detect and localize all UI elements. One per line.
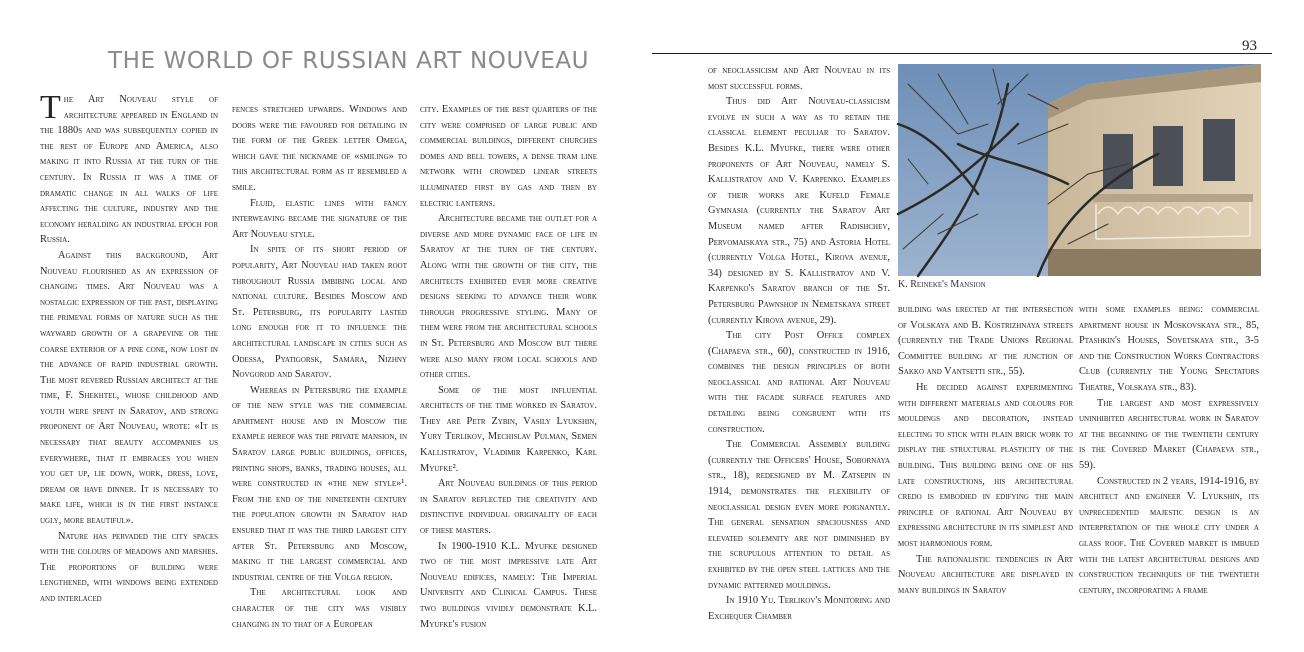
paragraph: Nature has pervaded the city spaces with the colours of meadows and marshes. The proportions of building were lengthened, with windows being extended and interlaced [40, 530, 218, 604]
header-rule [652, 53, 1272, 54]
paragraph: city. Examples of the best quarters of the city were comprised of large public and commercial buildings, different churches domes and bell towers, a dense tram line network with crowded linear streets illuminated first by gas and then by electric lanterns. [420, 104, 597, 209]
paragraph: In spite of its short period of popularity, Art Nouveau had taken root throughout Russia imbibing local and national culture. Besides Moscow and St. Petersburg, its popularity lasted long enough for it to influence the architectural landscape in cities such as Odessa, Pyatigorsk, Samara, Nizhny Novgorod and Saratov. [232, 244, 407, 381]
left-column-1 [40, 89, 218, 604]
paragraph: Whereas in Petersburg the example of the new style was the commercial apartment house and in Moscow the example hereof was the private mansion, in Saratov large public buildings, offices, printing shops, banks, trading houses, all were constructed in «the new style»¹. From the end of the nineteenth century the population growth in Saratov had ensured that it was the third largest city after St. Petersburg and Moscow, making it the largest commercial and industrial centre of the Volga region. [232, 384, 407, 583]
paragraph: building was erected at the intersection of Volskaya and B. Kostrizhnaya streets (currently the Trade Unions Regional Committee building at the junction of Sakko and Vantsetti str., 55). [898, 304, 1073, 378]
mansion-photo [898, 64, 1261, 276]
paragraph: Against this background, Art Nouveau flourished as an expression of changing times. Art Nouveau was a nostalgic expression of the past, displaying the primeval forms of nature such as the wayward growth of a grapevine or the coarse exterior of a pine cone, now lost in the advance of rapid industrial growth. The most revered Russian architect at the time, F. Shekhtel, whose childhood and youth were spent in Saratov, and strong proponent of Art Nouveau, wrote: «It is necessary that beauty accompanies us everywhere, that it embraces you when you get up, lie down, work, dress, love, dream or have dinner. It is necessary to make life, which is in the first instance ugly, more beautiful». [40, 249, 218, 527]
paragraph: In 1900-1910 K.L. Myufke designed two of the most impressive late Art Nouveau edifices, namely: The Imperial University and Clinical Campus. These two buildings vividly demonstrate K.L. Myufke's fusion [420, 540, 597, 630]
drop-cap: T [40, 89, 61, 126]
paragraph: The Commercial Assembly building (currently the Officers' House, Sobornaya str., 18), redesigned by M. Zatsepin in 1914, demonstrates the flexibility of neoclassical design even more poignantly. The general sensation spaciousness and elevated solemnity are not diminished by the scrupulous attention to detail as exhibited by the open steel lattices and the dynamic patterned mouldings. [708, 439, 890, 591]
paragraph: Art Nouveau buildings of this period in Saratov reflected the creativity and distinctive individual originality of each of these masters. [420, 478, 597, 537]
paragraph: Architecture became the outlet for a diverse and more dynamic face of life in Saratov at the turn of the century. Along with the growth of the city, the architects exhibited ever more creative designs seeking to advance their work through progressive styling. Many of them were from the architectural schools in St. Petersburg and Moscow but there were also many from local schools and other cities. [420, 213, 597, 381]
right-column-2 [898, 302, 1073, 596]
paragraph: The rationalistic tendencies in Art Nouveau architecture are displayed in many buildings in Saratov [898, 553, 1073, 596]
paragraph: He decided against experimenting with different materials and colours for mouldings and decoration, instead electing to stick with plain brick work to display the structural plasticity of the building. This building being one of his late constructions, his architectural credo is embodied in edifying the main principle of rational Art Nouveau by expressing architecture in its simplest and most harmonious form. [898, 381, 1073, 549]
paragraph: Thus did Art Nouveau-classicism evolve in such a way as to retain the classical element peculiar to Saratov. Besides K.L. Myufke, there were other proponents of Art Nouveau, namely S. Kallistratov and V. Karpenko. Examples of their works are Kufeld Female Gymnasia (currently the Saratov Art Museum named after Radishchev, Pervomaiskaya str., 75) and Astoria Hotel (currently Volga Hotel, Kirova avenue, 34) designed by S. Kallistratov and V. Karpenko's Saratov branch of the St. Petersburg Pawnshop in Nemetskaya street (currently Kirova avenue, 29). [708, 96, 890, 326]
paragraph: The architectural look and character of the city was visibly changing in to that of a European [232, 587, 407, 630]
paragraph: Constructed in 2 years, 1914-1916, by architect and engineer V. Lyukshin, its unprecedented majestic design is an interpretation of the whole city under a glass roof. The Covered market is imbued with the latest architectural designs and construction techniques of the twentieth century, incorporating a frame [1079, 475, 1259, 596]
paragraph: Some of the most influential architects of the time worked in Saratov. They are Petr Zybin, Vasily Lyukshin, Yury Terlikov, Mechislav Pulman, Semen Kallistratov, Vladimir Karpenko, Karl Myufke². [420, 384, 597, 474]
paragraph: Fluid, elastic lines with fancy interweaving became the signature of the Art Nouveau style. [232, 197, 407, 240]
paragraph: with some examples being: commercial apartment house in Moskovskaya str., 85, Ptashkin's Houses, Sovetskaya str., 3-5 and the Construction Works Contractors Club (currently the Young Spectators Theatre, Volskaya str., 83). [1079, 304, 1259, 393]
photo-caption: K. Reineke's Mansion [898, 279, 986, 290]
paragraph: fences stretched upwards. Windows and doors were the favoured for detailing in the form of the Greek letter Omega, which gave the nickname of «smiling» to this architectural form as it resembled a smile. [232, 104, 407, 193]
left-column-3 [420, 102, 597, 630]
paragraph: The Art Nouveau style of architecture appeared in England in the 1880s and was subsequently copied in the rest of Europe and America, also making it into Russia at the turn of the century. In Russia it was a time of dramatic change in all walks of life affecting the culture, industry and the economy heralding an industrial epoch for Russia. [40, 89, 218, 246]
paragraph: The largest and most expressively uninhibited architectural work in Saratov at the beginning of the twentieth century is the Covered Market (Chapaeva str., 59). [1079, 397, 1259, 471]
paragraph: In 1910 Yu. Terlikov's Monitoring and Exchequer Chamber [708, 595, 890, 622]
page-number: 93 [1242, 38, 1257, 54]
right-page [652, 0, 1304, 652]
page-title: THE WORLD OF RUSSIAN ART NOUVEAU [108, 48, 590, 74]
right-column-1 [708, 63, 890, 622]
left-column-2 [232, 102, 407, 630]
paragraph: The city Post Office complex (Chapaeva str., 60), constructed in 1916, combines the design principles of both neoclassical and rational Art Nouveau with the facade surface features and detailing being congruent with its construction. [708, 330, 890, 435]
paragraph: of neoclassicism and Art Nouveau in its most successful forms. [708, 65, 890, 92]
right-column-3 [1079, 302, 1259, 596]
